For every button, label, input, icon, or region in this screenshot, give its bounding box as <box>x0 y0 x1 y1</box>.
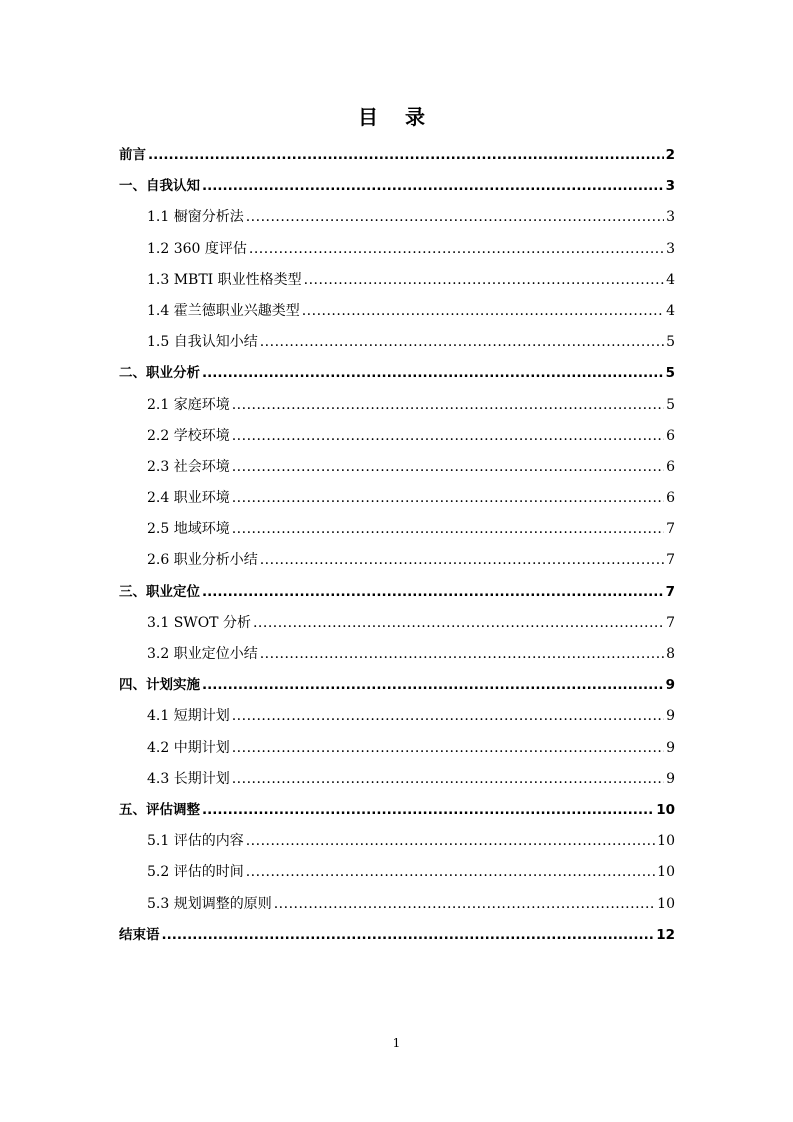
toc-section-entry[interactable] <box>119 828 675 859</box>
toc-entry-page: 5 <box>666 334 675 351</box>
toc-entry-page: 10 <box>657 895 675 912</box>
dot-leader <box>249 236 664 262</box>
dot-leader <box>232 735 664 761</box>
page-title: 目 录 <box>358 105 435 129</box>
toc-section-entry[interactable] <box>119 516 675 547</box>
dot-leader <box>302 298 664 324</box>
toc-entry-label: 四、计划实施 <box>119 677 200 694</box>
toc-entry-label: 结束语 <box>119 926 160 943</box>
dot-leader <box>232 454 664 480</box>
dot-leader <box>246 828 655 854</box>
toc-section-entry[interactable] <box>119 610 675 641</box>
toc-entry-page: 4 <box>666 302 675 319</box>
toc-section-entry[interactable] <box>119 423 675 454</box>
dot-leader <box>232 703 664 729</box>
toc-entry-page: 7 <box>666 552 675 569</box>
toc-chapter-entry[interactable] <box>119 797 675 828</box>
dot-leader <box>260 641 664 667</box>
dot-leader <box>202 672 664 698</box>
toc-entry-page: 3 <box>666 240 675 257</box>
toc-entry-label: 2.3 社会环境 <box>147 458 230 475</box>
toc-entry-label: 1.5 自我认知小结 <box>147 334 258 351</box>
toc-entry-label: 二、职业分析 <box>119 365 200 382</box>
toc-entry-page: 6 <box>666 490 675 507</box>
toc-entry-label: 1.1 橱窗分析法 <box>147 209 244 226</box>
toc-chapter-entry[interactable] <box>119 672 675 703</box>
dot-leader <box>304 267 664 293</box>
toc-section-entry[interactable] <box>119 547 675 578</box>
dot-leader <box>260 329 664 355</box>
toc-entry-page: 12 <box>656 926 675 943</box>
toc-entry-label: 4.1 短期计划 <box>147 708 230 725</box>
toc-entry-page: 6 <box>666 427 675 444</box>
toc-entry-label: 3.2 职业定位小结 <box>147 646 258 662</box>
dot-leader <box>246 859 655 885</box>
toc-entry-label: 2.1 家庭环境 <box>147 396 230 413</box>
page-number: 1 <box>392 1036 401 1050</box>
toc-entry-label: 5.1 评估的内容 <box>147 833 244 850</box>
dot-leader <box>253 610 664 636</box>
toc-entry-label: 2.4 职业环境 <box>147 490 230 507</box>
dot-leader <box>202 360 664 386</box>
toc-entry-page: 10 <box>656 801 675 818</box>
dot-leader <box>202 173 664 199</box>
toc-section-entry[interactable] <box>119 298 675 329</box>
toc-entry-page: 3 <box>666 209 675 226</box>
dot-leader <box>232 516 664 542</box>
toc-section-entry[interactable] <box>119 735 675 766</box>
toc-entry-page: 4 <box>666 271 675 288</box>
toc-entry-label: 2.2 学校环境 <box>147 427 230 444</box>
toc-section-entry[interactable] <box>119 485 675 516</box>
toc-entry-page: 10 <box>657 864 675 881</box>
toc-entry-page: 5 <box>666 396 675 413</box>
dot-leader <box>202 579 664 605</box>
toc-entry-page: 5 <box>665 365 675 382</box>
toc-entry-label: 1.4 霍兰德职业兴趣类型 <box>147 302 300 319</box>
dot-leader <box>148 142 664 168</box>
toc-entry-label: 三、职业定位 <box>119 583 200 600</box>
toc-section-entry[interactable] <box>119 891 675 922</box>
toc-section-entry[interactable] <box>119 329 675 360</box>
toc-entry-page: 9 <box>666 708 675 725</box>
toc-section-entry[interactable] <box>119 236 675 267</box>
dot-leader <box>232 423 664 449</box>
toc-section-entry[interactable] <box>119 454 675 485</box>
dot-leader <box>274 891 655 917</box>
dot-leader <box>260 547 664 573</box>
dot-leader <box>232 766 664 792</box>
toc-entry-page: 9 <box>665 677 675 694</box>
toc-entry-page: 9 <box>666 770 675 787</box>
toc-entry-page: 8 <box>666 646 675 662</box>
toc-section-entry[interactable] <box>119 641 675 672</box>
toc-entry-page: 7 <box>666 521 675 538</box>
toc-entry-label: 2.6 职业分析小结 <box>147 552 258 569</box>
toc-chapter-entry[interactable] <box>119 142 675 173</box>
toc-entry-page: 10 <box>657 833 675 850</box>
dot-leader <box>246 204 664 230</box>
toc-entry-page: 7 <box>666 614 675 631</box>
dot-leader <box>232 485 664 511</box>
toc-chapter-entry[interactable] <box>119 922 675 953</box>
dot-leader <box>232 392 664 418</box>
toc-section-entry[interactable] <box>119 703 675 734</box>
table-of-contents <box>119 142 675 953</box>
toc-section-entry[interactable] <box>119 267 675 298</box>
toc-entry-page: 3 <box>665 178 675 195</box>
dot-leader <box>162 922 655 948</box>
dot-leader <box>202 797 654 823</box>
toc-section-entry[interactable] <box>119 766 675 797</box>
toc-section-entry[interactable] <box>119 392 675 423</box>
toc-entry-page: 7 <box>665 583 675 600</box>
toc-entry-label: 3.1 SWOT 分析 <box>147 614 251 631</box>
toc-entry-page: 9 <box>666 739 675 756</box>
toc-entry-label: 2.5 地域环境 <box>147 521 230 538</box>
toc-entry-label: 五、评估调整 <box>119 801 200 818</box>
toc-entry-label: 一、自我认知 <box>119 178 200 195</box>
toc-chapter-entry[interactable] <box>119 579 675 610</box>
toc-entry-label: 4.3 长期计划 <box>147 770 230 787</box>
toc-entry-label: 5.2 评估的时间 <box>147 864 244 881</box>
toc-section-entry[interactable] <box>119 859 675 890</box>
toc-entry-page: 6 <box>666 458 675 475</box>
toc-section-entry[interactable] <box>119 204 675 235</box>
toc-entry-label: 前言 <box>119 147 146 163</box>
toc-entry-label: 4.2 中期计划 <box>147 739 230 756</box>
toc-chapter-entry[interactable] <box>119 173 675 204</box>
toc-entry-label: 1.2 360 度评估 <box>147 240 247 257</box>
toc-entry-label: 5.3 规划调整的原则 <box>147 895 272 912</box>
toc-entry-page: 2 <box>665 147 675 163</box>
toc-chapter-entry[interactable] <box>119 360 675 391</box>
toc-entry-label: 1.3 MBTI 职业性格类型 <box>147 271 302 288</box>
